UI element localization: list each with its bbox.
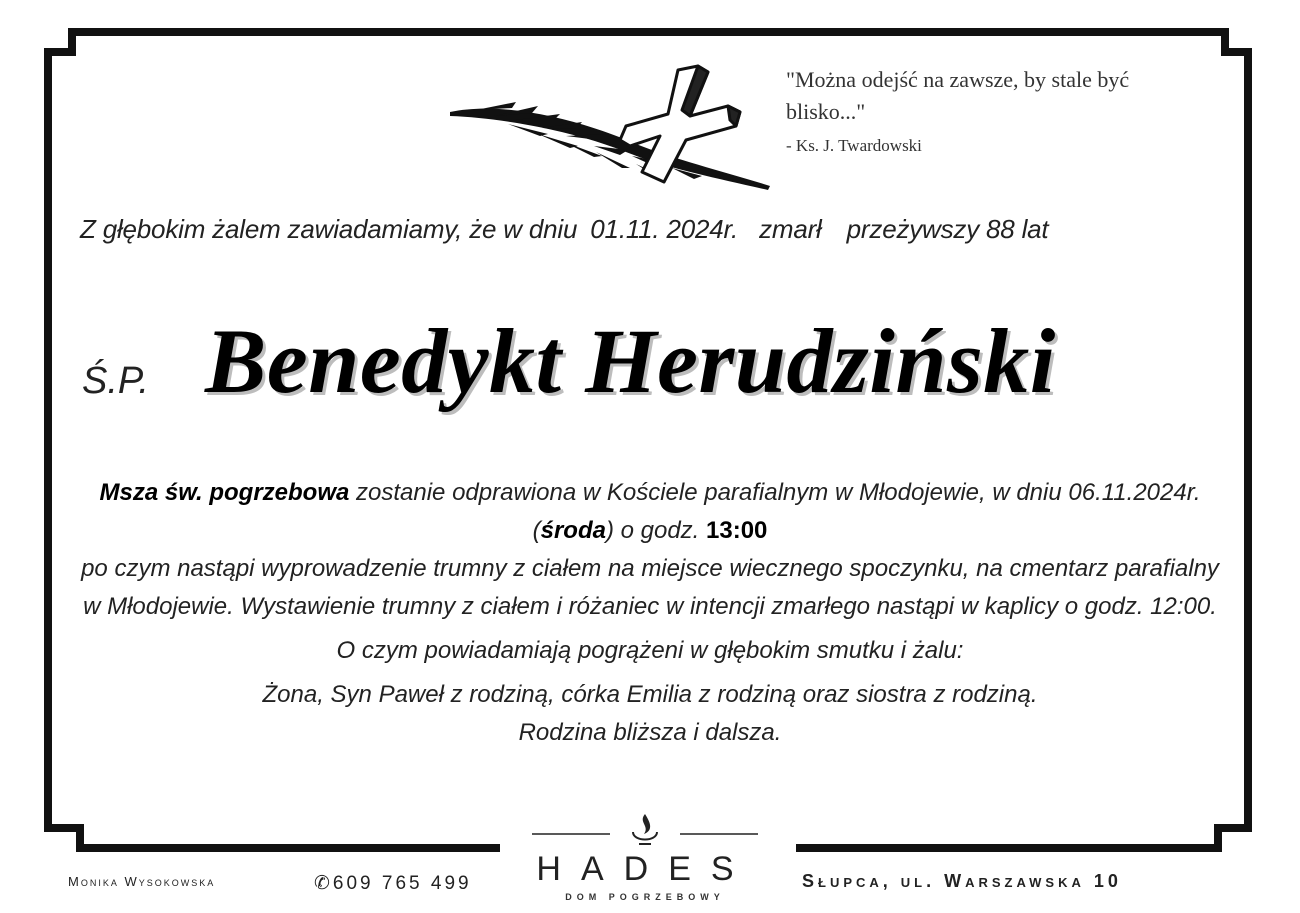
contact-phone: ✆609 765 499 [314, 873, 472, 894]
death-date: 01.11. 2024r. [590, 214, 739, 244]
mass-day: środa [540, 517, 606, 544]
name-prefix: Ś.P. [82, 360, 149, 402]
funeral-home-address: Słupca, ul. Warszawska 10 [802, 871, 1122, 891]
age-text: przeżywszy 88 lat [846, 214, 1049, 244]
quote-text: "Można odejść na zawsze, by stale być blisko..." [786, 67, 1130, 124]
procession-paragraph: po czym nastąpi wyprowadzenie trumny z ciałem na miejsce wiecznego spoczynku, na cmentarz parafialny w Młodojewie. Wystawienie trumny z ciałem i różaniec w intencji zmarłego nastąpi w kaplicy o godz. 12:00. [81, 555, 1219, 620]
quote-block [786, 64, 1206, 156]
contact-name: Monika Wysokowska [68, 874, 216, 889]
mass-time: 13:00 [706, 517, 768, 544]
flame-icon [520, 812, 770, 852]
intro-text: Z głębokim żalem zawiadamiamy, że w dniu [80, 214, 578, 244]
brand-name: HADES [536, 850, 754, 888]
mass-text-2: ) o godz. [605, 517, 700, 544]
died-word: zmarł [759, 214, 822, 244]
mourners-family: Żona, Syn Paweł z rodziną, córka Emilia z rodziną oraz siostra z rodziną. [262, 681, 1038, 708]
deceased-name: Benedykt Herudziński [205, 310, 1056, 412]
mass-paragraph [70, 474, 1230, 550]
announcement-intro [80, 214, 1220, 245]
mourners-intro: O czym powiadamiają pogrążeni w głębokim smutku i żalu: [336, 637, 964, 664]
mass-text-1: zostanie odprawiona w Kościele parafialnym w Młodojewie, w dniu 06.11.2024r. ( [356, 479, 1201, 544]
mourners-relatives: Rodzina bliższa i dalsza. [518, 719, 782, 746]
brand-subtitle: DOM POGRZEBOWY [565, 892, 725, 902]
funeral-details [70, 474, 1230, 752]
mass-label: Msza św. pogrzebowa [99, 479, 350, 506]
hades-logo [520, 812, 780, 907]
quote-author: - Ks. J. Twardowski [786, 136, 922, 155]
cross-with-palm-icon [446, 60, 776, 192]
